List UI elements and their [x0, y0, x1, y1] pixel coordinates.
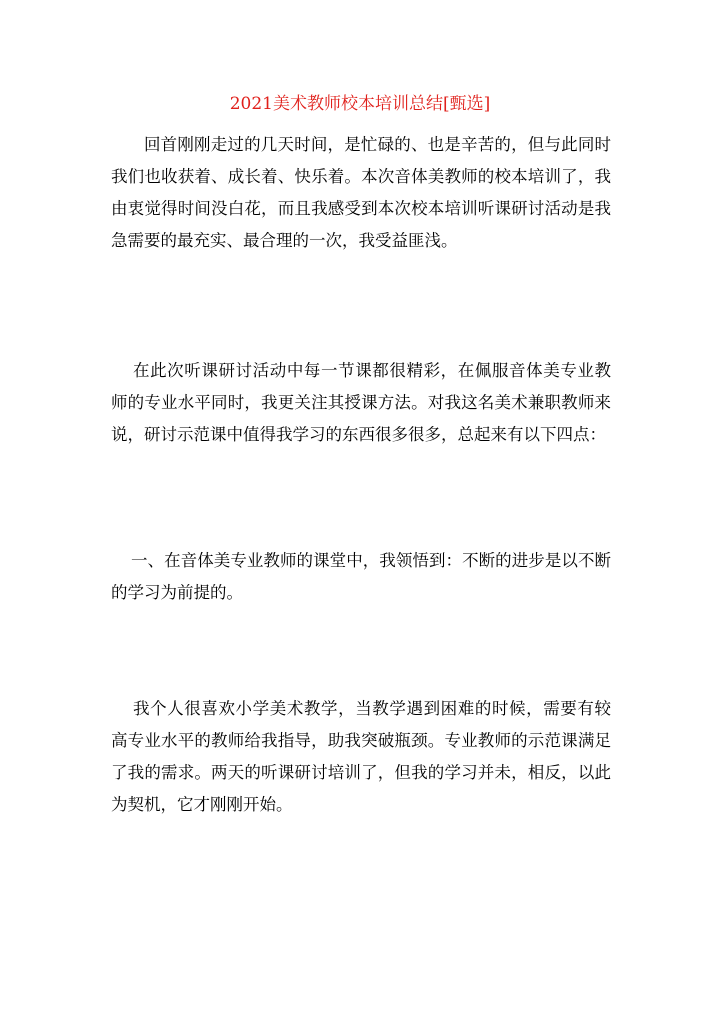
paragraph-4: 我个人很喜欢小学美术教学，当教学遇到困难的时候，需要有较高专业水平的教师给我指导，助我突破瓶颈。专业教师的示范课满足了我的需求。两天的听课研讨培训了，但我的学习并未，相反，以此为契机，它才刚刚开始。 [111, 699, 611, 814]
paragraph-3: 一、在音体美专业教师的课堂中，我领悟到：不断的进步是以不断的学习为前提的。 [111, 551, 611, 602]
document-title: 2021美术教师校本培训总结[甄选] [229, 94, 491, 114]
paragraph-1: 回首刚刚走过的几天时间，是忙碌的、也是辛苦的，但与此同时我们也收获着、成长着、快乐着。本次音体美教师的校本培训了，我由衷觉得时间没白花，而且我感受到本次校本培训听课研讨活动是我急需要的最充实、最合理的一次，我受益匪浅。 [111, 135, 611, 250]
paragraph-2: 在此次听课研讨活动中每一节课都很精彩，在佩服音体美专业教师的专业水平同时，我更关注其授课方法。对我这名美术兼职教师来说，研讨示范课中值得我学习的东西很多很多，总起来有以下四点： [111, 361, 611, 444]
